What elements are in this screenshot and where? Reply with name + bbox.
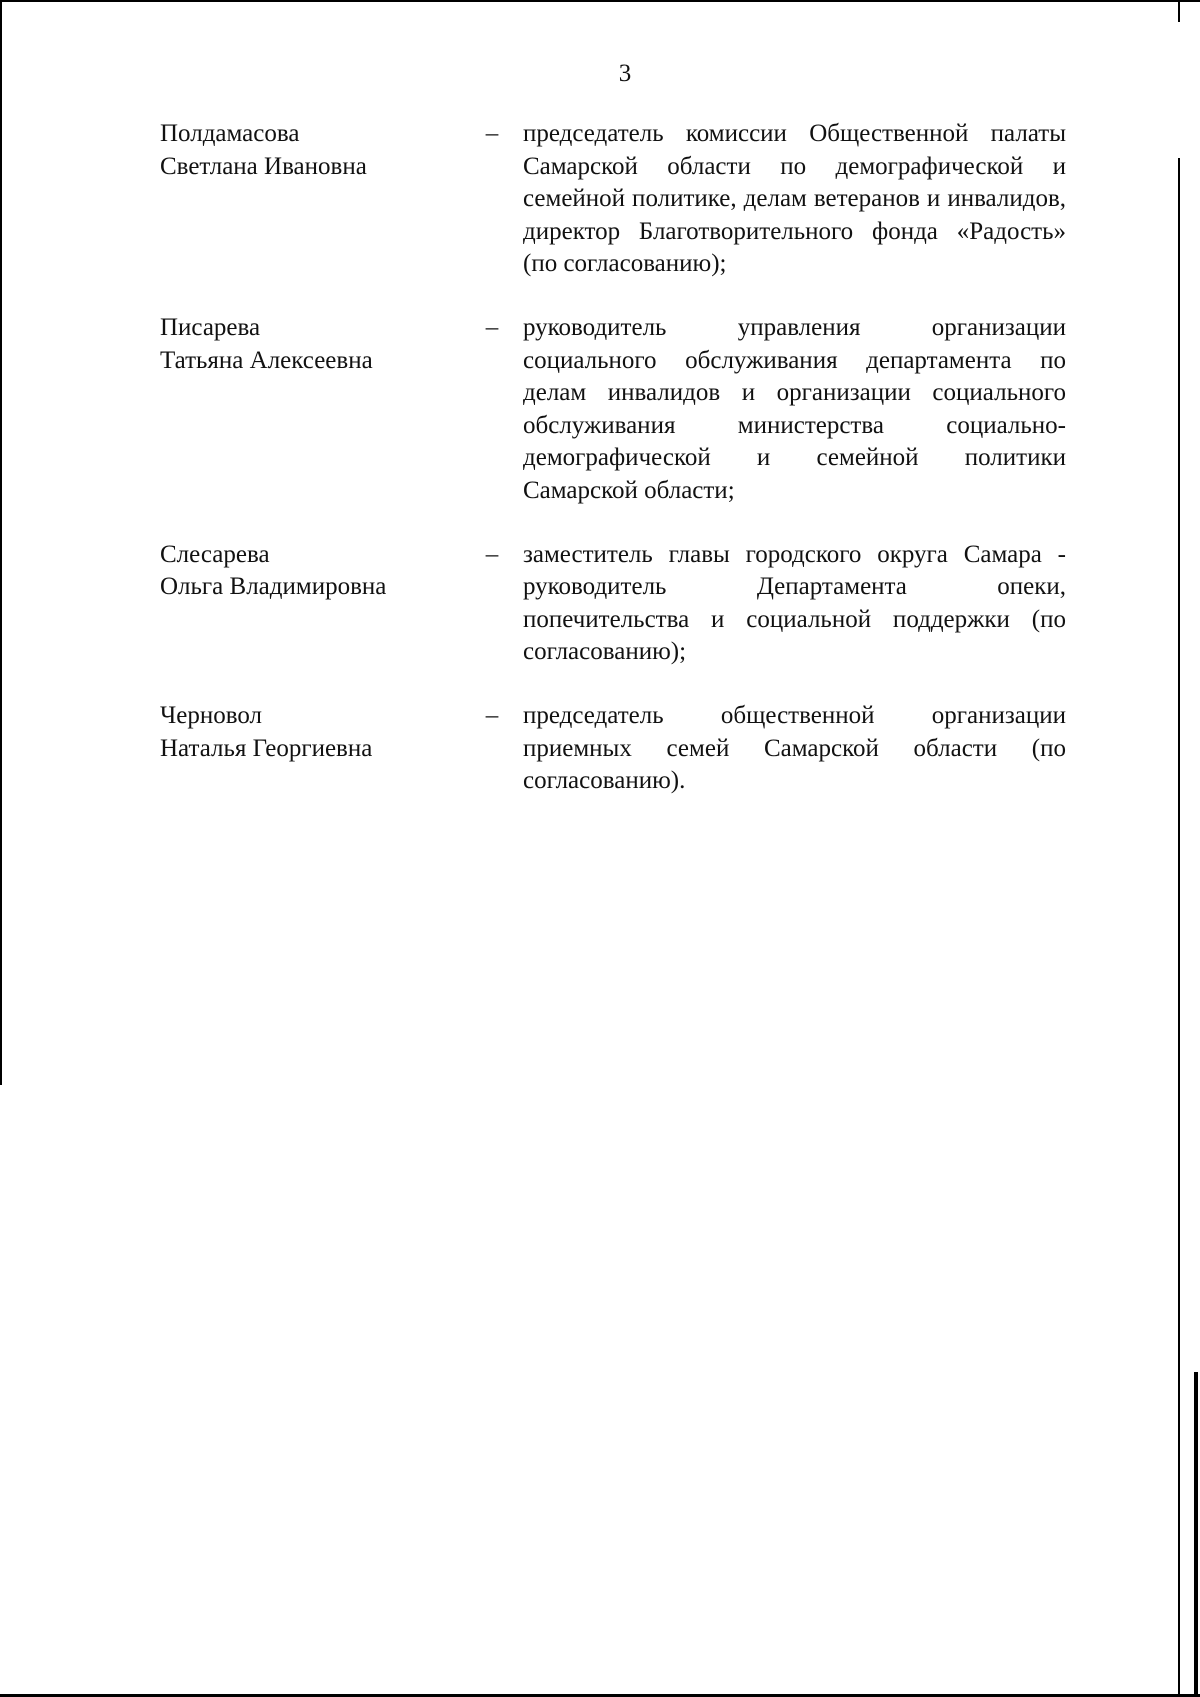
member-name — [160, 118, 460, 183]
member-list — [160, 118, 1066, 798]
dash-separator: – — [485, 540, 499, 568]
member-surname: Полдамасова — [160, 120, 300, 147]
dash-separator: – — [485, 701, 499, 729]
scan-border-top — [0, 0, 1200, 2]
member-given-name: Светлана Ивановна — [160, 152, 367, 180]
scan-border-right-outer — [1194, 1372, 1198, 1697]
member-given-name: Татьяна Алексеевна — [160, 346, 373, 374]
member-name — [160, 700, 460, 765]
member-name — [160, 312, 460, 377]
page-number: 3 — [618, 60, 632, 87]
scan-border-right — [1178, 0, 1180, 22]
member-entry — [160, 539, 1066, 669]
member-position: руководитель управления организации социального обслуживания департамента по делам инвалидов и организации социального обслуживания министерства социально-демографической и семейной политики Самарской области; — [523, 313, 1066, 504]
member-position: председатель общественной организации приемных семей Самарской области (по согласованию). — [523, 701, 1066, 795]
member-name — [160, 539, 460, 604]
scan-border-left — [0, 0, 2, 1085]
member-entry — [160, 118, 1066, 281]
member-given-name: Ольга Владимировна — [160, 573, 387, 601]
member-surname: Слесарева — [160, 540, 270, 568]
scan-border-right — [1178, 158, 1180, 1697]
member-position: председатель комиссии Общественной палаты Самарской области по демографической и семейной политике, делам ветеранов и инвалидов, директор Благотворительного фонда «Радость» (по согласованию); — [523, 120, 1066, 278]
member-given-name: Наталья Георгиевна — [160, 734, 373, 762]
dash-separator: – — [485, 120, 499, 147]
member-entry — [160, 700, 1066, 798]
member-position: заместитель главы городского округа Самара - руководитель Департамента опеки, попечительства и социальной поддержки (по согласованию); — [523, 540, 1066, 666]
member-entry — [160, 312, 1066, 508]
dash-separator: – — [485, 313, 499, 341]
member-surname: Писарева — [160, 313, 261, 341]
member-surname: Черновол — [160, 701, 263, 729]
